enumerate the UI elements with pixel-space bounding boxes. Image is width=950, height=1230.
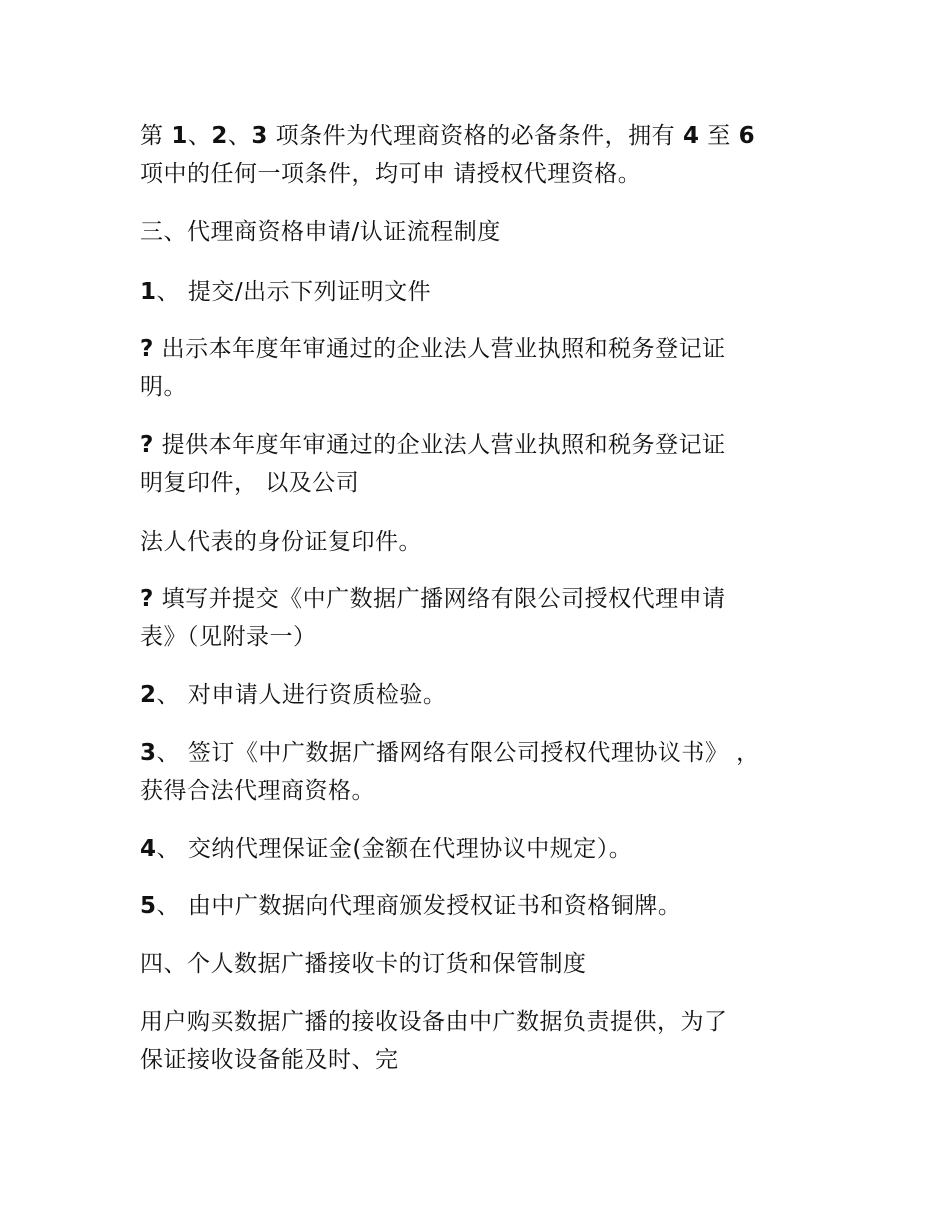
paragraph-line: 用户购买数据广播的接收设备由中广数据负责提供，为了 — [140, 1009, 728, 1035]
list-item-3 — [140, 734, 760, 810]
paragraph-line: 明复印件， 以及公司 — [140, 470, 360, 496]
paragraph-line — [140, 887, 681, 925]
bold-number: 2 — [211, 123, 228, 149]
paragraph-line: 表》（见附录一） — [140, 624, 317, 650]
list-number: 2 — [140, 682, 157, 708]
bullet-item — [140, 426, 726, 502]
paragraph-line — [140, 273, 431, 311]
paragraph-line — [140, 580, 726, 618]
paragraph-line — [140, 734, 760, 772]
paragraph — [140, 523, 422, 561]
paragraph-line — [140, 117, 755, 155]
paragraph-agent-conditions — [140, 117, 755, 193]
paragraph-line: 明。 — [140, 374, 187, 400]
text: 提供本年度年审通过的企业法人营业执照和税务登记证 — [153, 432, 726, 458]
list-item-4 — [140, 830, 632, 868]
heading-text: 三、代理商资格申请/认证流程制度 — [140, 219, 501, 245]
text: 、 — [227, 123, 252, 149]
text: 项条件为代理商资格的必备条件，拥有 — [267, 123, 683, 149]
text: 至 — [699, 123, 739, 149]
paragraph-line: 法人代表的身份证复印件。 — [140, 529, 422, 555]
section-heading-4 — [140, 945, 587, 983]
bold-number: 6 — [738, 123, 756, 149]
paragraph-line — [140, 330, 726, 368]
paragraph-line: 保证接收设备能及时、完 — [140, 1047, 399, 1073]
list-number: 3 — [140, 740, 157, 766]
list-number: 5 — [140, 893, 157, 919]
bullet-mark: ? — [140, 336, 154, 362]
bullet-mark: ? — [140, 586, 154, 612]
paragraph — [140, 1003, 728, 1079]
list-number: 4 — [140, 836, 157, 862]
list-item-5 — [140, 887, 681, 925]
bold-number: 3 — [251, 123, 268, 149]
text: 填写并提交《中广数据广播网络有限公司授权代理申请 — [153, 586, 726, 612]
list-number: 1 — [140, 279, 157, 305]
paragraph-line: 获得合法代理商资格。 — [140, 778, 375, 804]
bold-number: 4 — [682, 123, 700, 149]
paragraph-line: 项中的任何一项条件，均可申 请授权代理资格。 — [140, 161, 642, 187]
text: 、 — [187, 123, 212, 149]
bullet-mark: ? — [140, 432, 154, 458]
text: 、 提交/出示下列证明文件 — [156, 279, 432, 305]
paragraph-line — [140, 830, 632, 868]
text: 、 签订《中广数据广播网络有限公司授权代理协议书》 ， — [156, 740, 760, 766]
text: 、 由中广数据向代理商颁发授权证书和资格铜牌。 — [156, 893, 682, 919]
bullet-item — [140, 580, 726, 656]
bullet-item — [140, 330, 726, 406]
list-item-1 — [140, 273, 431, 311]
section-heading-3 — [140, 213, 501, 251]
heading-text: 四、个人数据广播接收卡的订货和保管制度 — [140, 951, 587, 977]
text: 、 对申请人进行资质检验。 — [156, 682, 447, 708]
text: 第 — [140, 123, 172, 149]
text: 、 交纳代理保证金(金额在代理协议中规定）。 — [156, 836, 633, 862]
text: 出示本年度年审通过的企业法人营业执照和税务登记证 — [153, 336, 726, 362]
paragraph-line — [140, 676, 446, 714]
bold-number: 1 — [171, 123, 188, 149]
list-item-2 — [140, 676, 446, 714]
paragraph-line — [140, 426, 726, 464]
